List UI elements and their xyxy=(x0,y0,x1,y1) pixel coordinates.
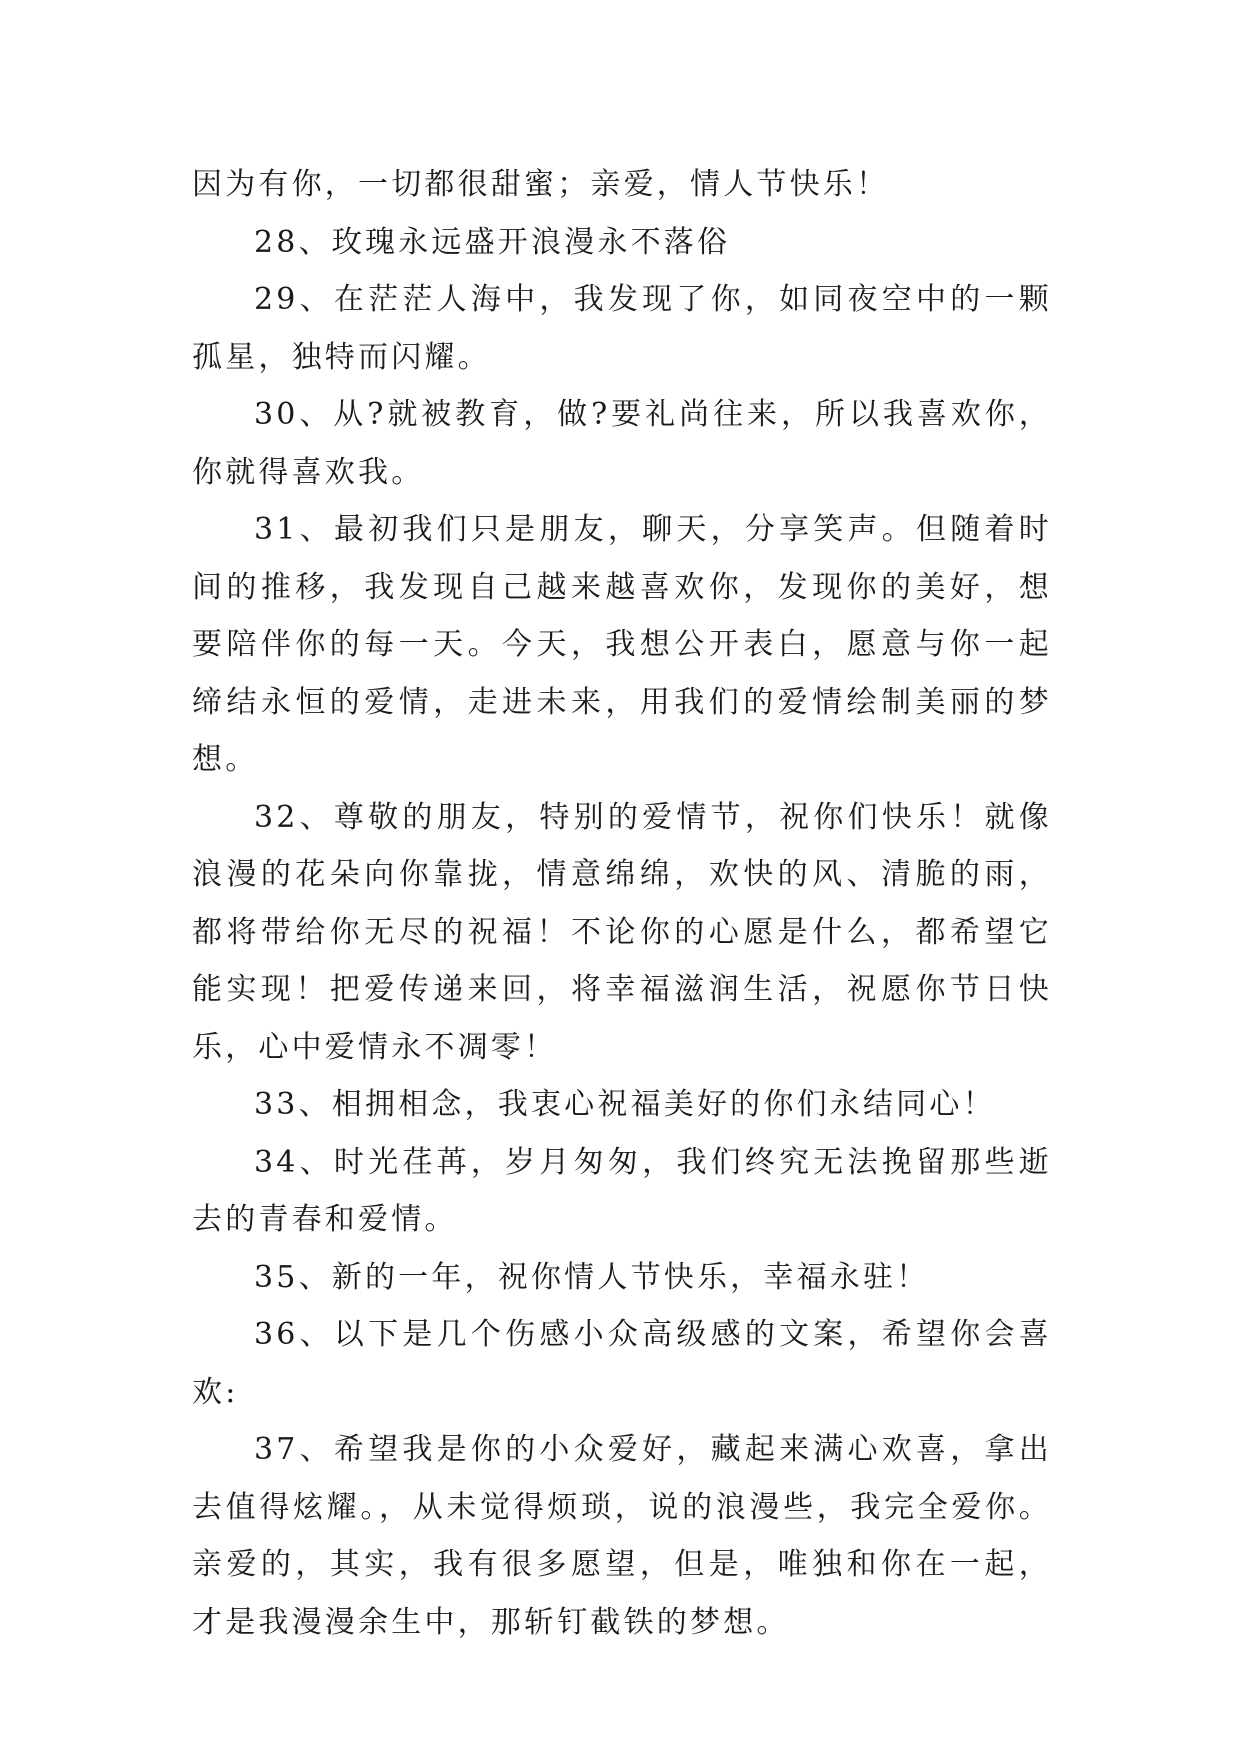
paragraph-continuation: 因为有你，一切都很甜蜜；亲爱，情人节快乐！ xyxy=(192,167,890,202)
paragraph-34: 34、时光荏苒，岁月匆匆，我们终究无法挽留那些逝去的青春和爱情。 xyxy=(192,1144,1052,1237)
paragraph-35: 35、新的一年，祝你情人节快乐，幸福永驻！ xyxy=(254,1259,930,1295)
paragraph-37: 37、希望我是你的小众爱好，藏起来满心欢喜，拿出去值得炫耀。，从未觉得烦琐，说的浪漫些，我完全爱你。亲爱的，其实，我有很多愿望，但是，唯独和你在一起，才是我漫漫余生中，那斩钉截铁的梦想。 xyxy=(192,1432,1052,1640)
paragraph-36: 36、以下是几个伤感小众高级感的文案，希望你会喜欢: xyxy=(192,1317,1052,1410)
paragraph-28: 28、玫瑰永远盛开浪漫永不落俗 xyxy=(254,224,731,260)
paragraph-31: 31、最初我们只是朋友，聊天，分享笑声。但随着时间的推移，我发现自己越来越喜欢你，发现你的美好，想要陪伴你的每一天。今天，我想公开表白，愿意与你一起缔结永恒的爱情，走进未来，用我们的爱情绘制美丽的梦想。 xyxy=(192,512,1052,777)
paragraph-33: 33、相拥相念，我衷心祝福美好的你们永结同心！ xyxy=(254,1087,996,1122)
paragraph-29: 29、在茫茫人海中，我发现了你，如同夜空中的一颗孤星，独特而闪耀。 xyxy=(192,282,1052,375)
paragraph-30: 30、从?就被教育，做?要礼尚往来，所以我喜欢你，你就得喜欢我。 xyxy=(192,397,1052,490)
document-body xyxy=(192,156,1052,1651)
paragraph-32: 32、尊敬的朋友，特别的爱情节，祝你们快乐！就像浪漫的花朵向你靠拢，情意绵绵，欢快的风、清脆的雨，都将带给你无尽的祝福！不论你的心愿是什么，都希望它能实现！把爱传递来回，将幸福滋润生活，祝愿你节日快乐，心中爱情永不凋零！ xyxy=(192,799,1052,1065)
